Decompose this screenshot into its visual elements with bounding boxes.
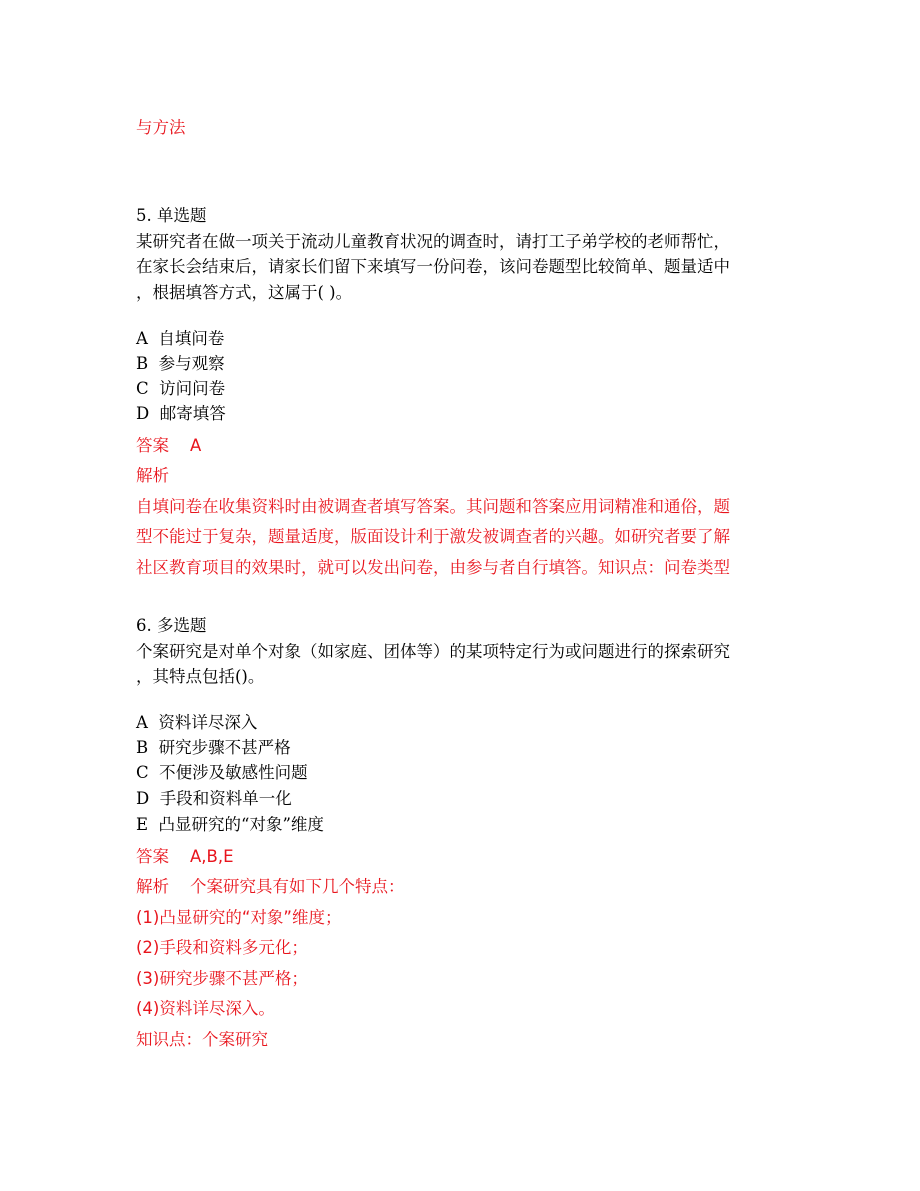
option-c	[136, 375, 225, 399]
option-b	[136, 734, 291, 758]
answer-label: 答案	[136, 847, 169, 866]
question-stem-line: 在家长会结束后，请家长们留下来填写一份问卷，该问卷题型比较简单、题量适中	[136, 257, 730, 276]
question-number: 6. 多选题	[136, 616, 207, 635]
option-c	[136, 759, 308, 783]
option-letter: E	[136, 815, 149, 834]
answer-label: 答案	[136, 436, 169, 455]
option-letter: C	[136, 379, 149, 398]
analysis-heading	[136, 873, 404, 897]
option-letter: D	[136, 789, 150, 808]
option-a	[136, 325, 224, 349]
option-text: 不便涉及敏感性问题	[159, 763, 308, 782]
answer-value: A,B,E	[189, 847, 234, 866]
option-text: 资料详尽深入	[158, 713, 258, 732]
option-a	[136, 709, 257, 733]
question-stem-line: 个案研究是对单个对象（如家庭、团体等）的某项特定行为或问题进行的探索研究	[136, 642, 730, 661]
analysis-label: 解析	[136, 877, 169, 896]
answer-line	[136, 432, 201, 456]
option-letter: C	[136, 763, 149, 782]
analysis-line: (4)资料详尽深入。	[136, 999, 275, 1018]
answer-line	[136, 843, 234, 867]
analysis-line: (1)凸显研究的“对象”维度；	[136, 908, 342, 927]
analysis-label: 解析	[136, 466, 169, 485]
option-letter: A	[136, 329, 148, 348]
option-text: 研究步骤不甚严格	[158, 738, 291, 757]
option-text: 访问问卷	[159, 379, 226, 398]
option-text: 手段和资料单一化	[159, 789, 292, 808]
option-text: 自填问卷	[158, 329, 225, 348]
option-e	[136, 811, 324, 835]
option-text: 凸显研究的“对象”维度	[158, 815, 324, 834]
question-number: 5. 单选题	[136, 206, 207, 225]
analysis-line: 社区教育项目的效果时，就可以发出问卷，由参与者自行填答。知识点：问卷类型	[136, 558, 730, 577]
question-stem-line: ，根据填答方式，这属于( )。	[136, 283, 353, 302]
answer-value: A	[189, 436, 202, 455]
option-letter: B	[136, 354, 149, 373]
option-d	[136, 400, 226, 424]
knowledge-point: 知识点：个案研究	[136, 1030, 268, 1049]
option-letter: B	[136, 738, 149, 757]
question-stem-line: ，其特点包括()。	[136, 667, 265, 686]
option-letter: D	[136, 404, 150, 423]
analysis-intro: 个案研究具有如下几个特点：	[189, 877, 405, 896]
analysis-line: 自填问卷在收集资料时由被调查者填写答案。其问题和答案应用词精准和通俗，题	[136, 497, 730, 516]
option-text: 参与观察	[158, 354, 225, 373]
option-b	[136, 350, 225, 374]
analysis-line: (3)研究步骤不甚严格；	[136, 969, 308, 988]
analysis-line: (2)手段和资料多元化；	[136, 938, 308, 957]
option-letter: A	[136, 713, 148, 732]
question-stem-line: 某研究者在做一项关于流动儿童教育状况的调查时，请打工子弟学校的老师帮忙，	[136, 232, 730, 251]
analysis-line: 型不能过于复杂，题量适度，版面设计利于激发被调查者的兴趣。如研究者要了解	[136, 527, 730, 546]
option-d	[136, 785, 292, 809]
option-text: 邮寄填答	[159, 404, 226, 423]
header-fragment: 与方法	[136, 118, 186, 137]
